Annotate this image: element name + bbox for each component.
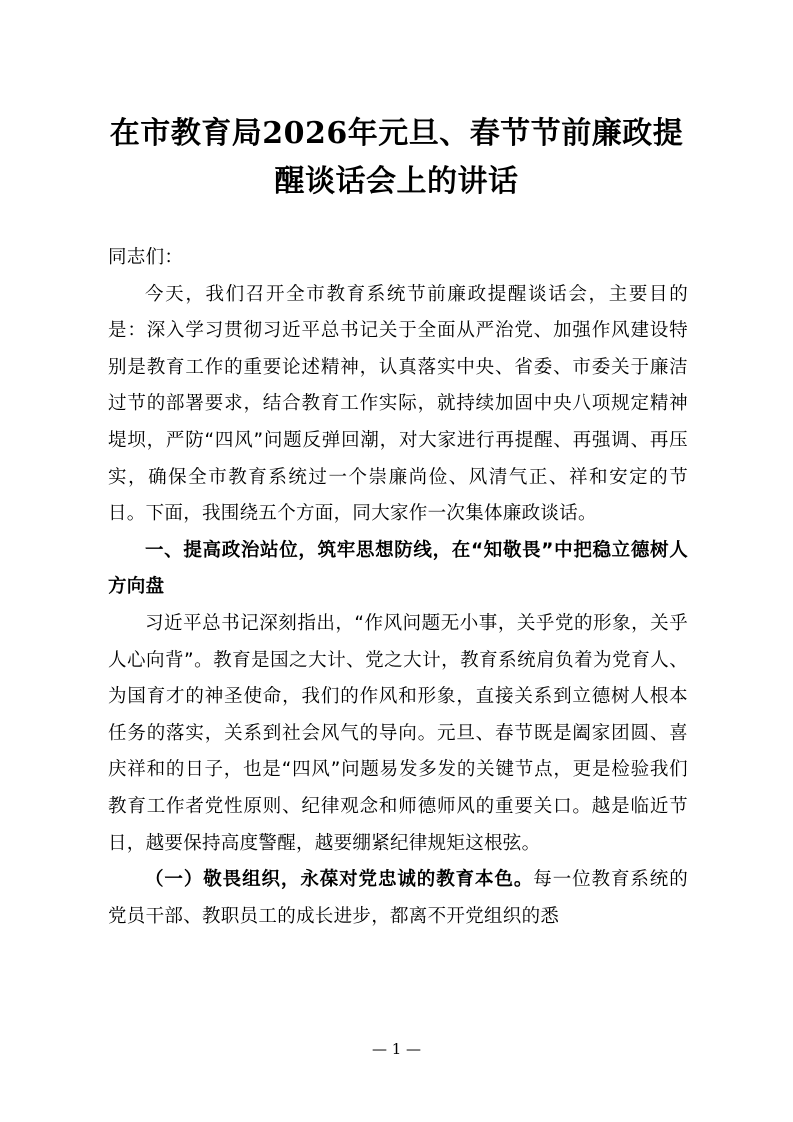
salutation: 同志们： xyxy=(108,247,184,268)
paragraph-section-1: 习近平总书记深刻指出，“作风问题无小事，关乎党的形象，关乎人心向背”。教育是国之大计、党之大计，教育系统肩负着为党育人、为国育才的神圣使命，我们的作风和形象，直接关系到立德树人根本任务的落实，关系到社会风气的导向。元旦、春节既是阖家团圆、喜庆祥和的日子，也是“四风”问题易发多发的关键节点，更是检验我们教育工作者党性原则、纪律观念和师德师风的重要关口。越是临近节日，越要保持高度警醒，越要绷紧纪律规矩这根弦。 xyxy=(108,612,688,854)
title-line-2: 醒谈话会上的讲话 xyxy=(274,164,519,199)
paragraph-subsection-1 xyxy=(108,862,688,935)
title-line-1: 在市教育局2026年元旦、春节节前廉政提 xyxy=(109,116,684,151)
document-body xyxy=(108,240,688,935)
section-heading-1: 一、提高政治站位，筑牢思想防线，在“知敬畏”中把稳立德树人方向盘 xyxy=(108,539,688,598)
document-title xyxy=(100,110,693,206)
subsection-heading-1: （一）敬畏组织，永葆对党忠诚的教育本色。 xyxy=(145,869,534,891)
paragraph-intro: 今天，我们召开全市教育系统节前廉政提醒谈话会，主要目的是：深入学习贯彻习近平总书记关于全面从严治党、加强作风建设特别是教育工作的重要论述精神，认真落实中央、省委、市委关于廉洁过节的部署要求，结合教育工作实际，就持续加固中央八项规定精神堤坝，严防“四风”问题反弹回潮，对大家进行再提醒、再强调、再压实，确保全市教育系统过一个崇廉尚俭、风清气正、祥和安定的节日。下面，我围绕五个方面，同大家作一次集体廉政谈话。 xyxy=(108,283,688,525)
page-number: — 1 — xyxy=(371,1040,422,1058)
subsection-text-1: 每一位教育系统的党员干部、教职员工的成长进步，都离不开党组织的悉 xyxy=(108,869,688,927)
